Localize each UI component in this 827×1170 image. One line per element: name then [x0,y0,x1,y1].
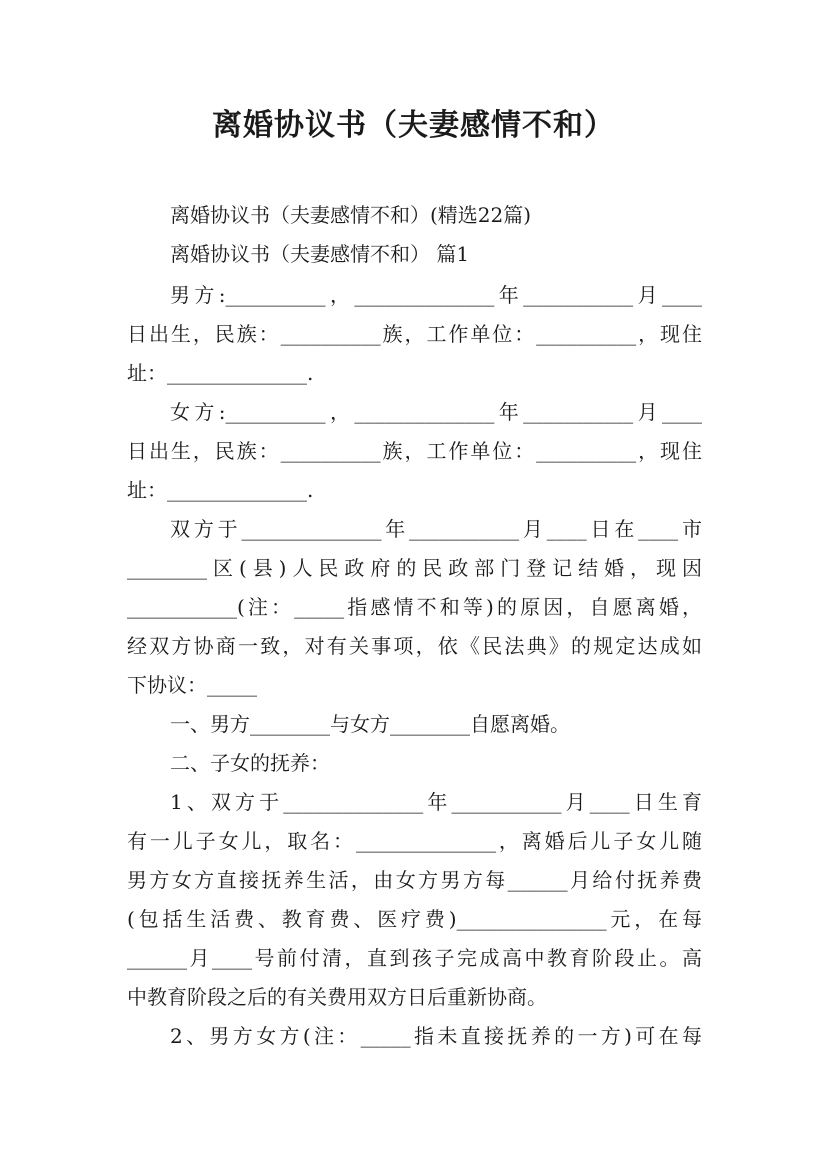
paragraph-line: 址：______________. [127,361,314,385]
paragraph-line: 双方于______________年___________月____日在____市 [170,517,702,541]
paragraph-line: 男方:__________，______________年___________月____ [170,283,702,307]
paragraph-line: 中教育阶段之后的有关费用双方日后重新协商。 [127,985,547,1009]
paragraph-line: 1、双方于______________年___________月____日生育 [170,790,702,814]
paragraph-line: 有一儿子女儿，取名：______________，离婚后儿子女儿随 [127,829,702,853]
paragraph-line: 2、男方女方(注：_____指未直接抚养的一方)可在每 [170,1024,702,1048]
paragraph-line: ________区(县)人民政府的民政部门登记结婚，现因 [127,556,702,580]
paragraph-line: 日出生，民族：__________族，工作单位：__________，现住 [127,322,702,346]
paragraph-line: 一、男方________与女方________自愿离婚。 [170,712,570,736]
paragraph-line: ______月____号前付清，直到孩子完成高中教育阶段止。高 [127,946,702,970]
doc-subtitle: 离婚协议书（夫妻感情不和）(精选22篇) [170,203,532,227]
paragraph-line: 二、子女的抚养： [170,751,330,775]
document-title: 离婚协议书（夫妻感情不和） [212,108,615,143]
paragraph-line: 经双方协商一致，对有关事项，依《民法典》的规定达成如 [127,634,702,658]
paragraph-line: (包括生活费、教育费、医疗费)_______________元，在每 [127,907,702,931]
paragraph-line: 女方:__________，______________年___________月____ [170,400,702,424]
section-heading: 离婚协议书（夫妻感情不和） 篇1 [170,242,470,266]
paragraph-line: 男方女方直接抚养生活，由女方男方每______月给付抚养费 [127,868,702,892]
paragraph-line: ___________(注：_____指感情不和等)的原因，自愿离婚， [127,595,702,619]
paragraph-line: 日出生，民族：__________族，工作单位：__________，现住 [127,439,702,463]
paragraph-line: 址：______________. [127,478,314,502]
paragraph-line: 下协议：_____ [127,673,257,697]
